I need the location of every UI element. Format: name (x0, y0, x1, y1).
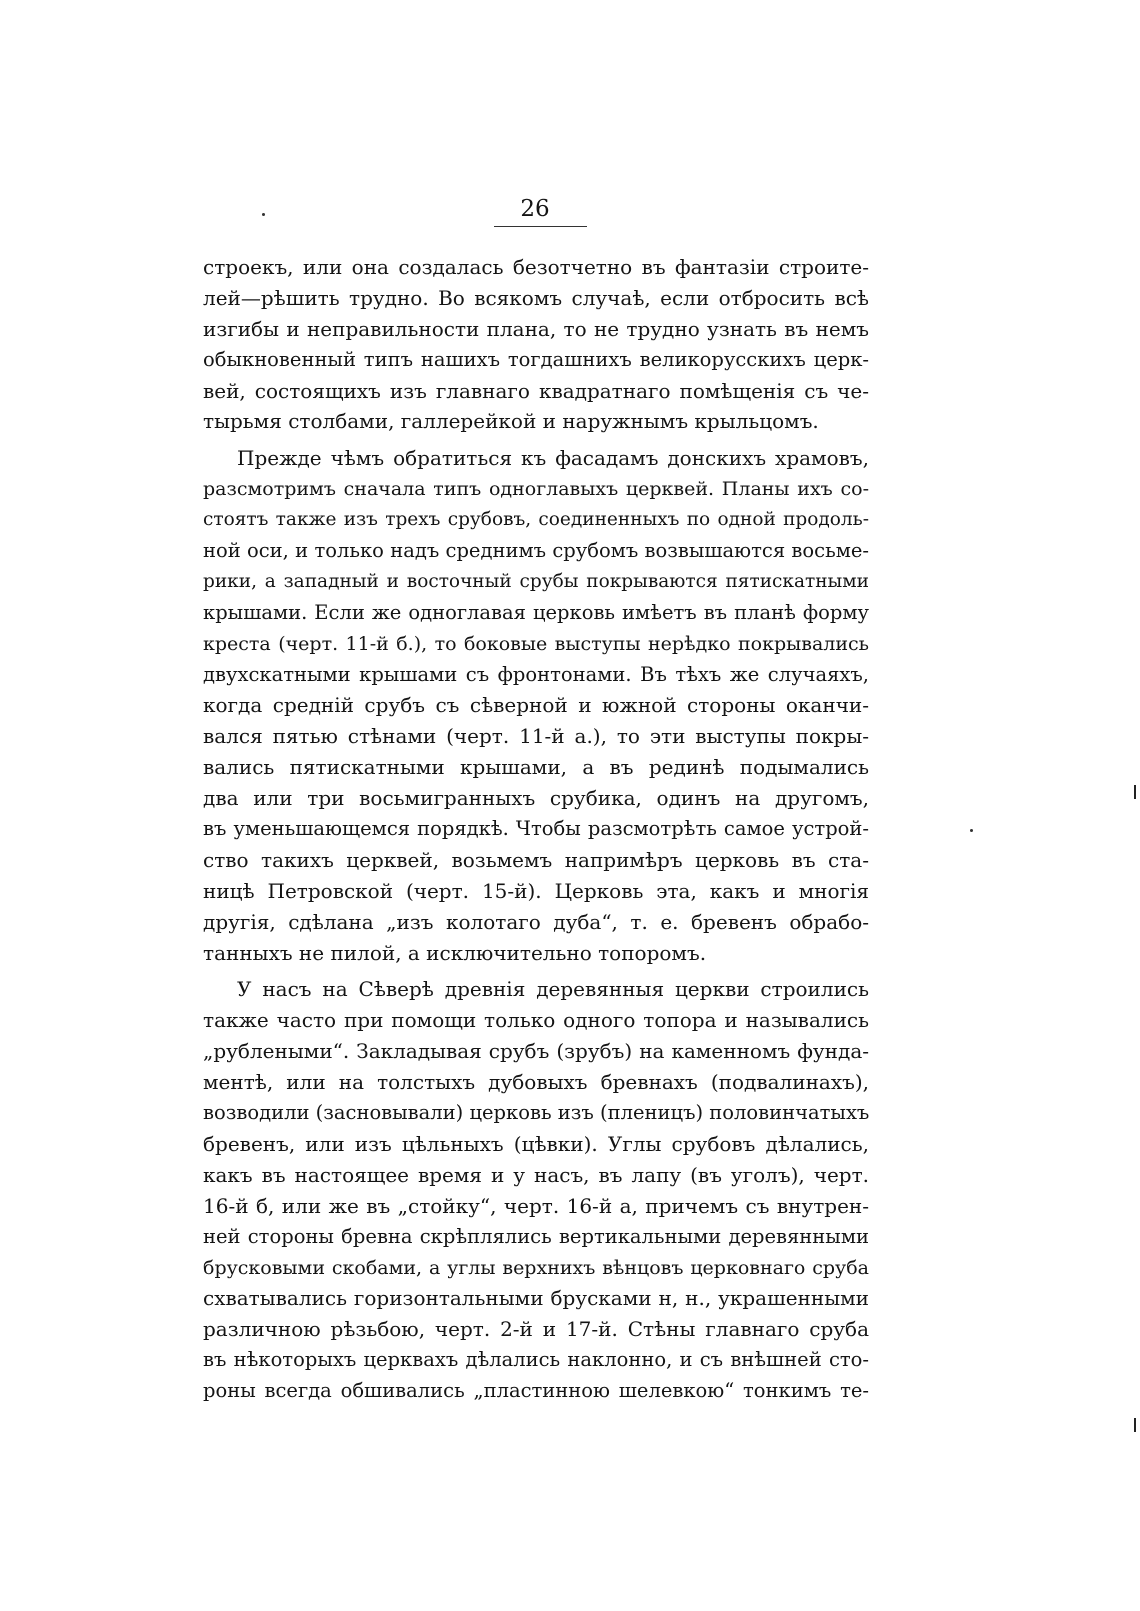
text-line: строекъ, или она создалась безотчетно въ фантазіи строите- (203, 255, 869, 279)
text-line: изгибы и неправильности плана, то не трудно узнать въ немъ (203, 316, 869, 341)
text-line: тырьмя столбами, галлерейкой и наружнымъ крыльцомъ. (203, 409, 819, 434)
text-line: лей—рѣшить трудно. Во всякомъ случаѣ, если отбросить всѣ (203, 285, 869, 310)
text-line: разсмотримъ сначала типъ одноглавыхъ церквей. Планы ихъ со- (203, 478, 869, 501)
text-line: ницѣ Петровской (черт. 15-й). Церковь эта, какъ и многія (203, 878, 869, 903)
text-line: вей, состоящихъ изъ главнаго квадратнаго помѣщенія съ че- (203, 378, 869, 403)
text-line: другія, сдѣлана „изъ колотаго дуба“, т. е. бревенъ обрабо- (203, 909, 869, 934)
text-line: Прежде чѣмъ обратиться къ фасадамъ донскихъ храмовъ, (237, 446, 869, 471)
text-line: въ нѣкоторыхъ церквахъ дѣлались наклонно, и съ внѣшней сто- (203, 1348, 869, 1372)
print-speck (262, 213, 265, 216)
print-speck (970, 829, 973, 832)
edge-mark (1134, 1418, 1136, 1432)
text-line: роны всегда обшивались „пластинною шелевкою“ тонкимъ те- (203, 1379, 869, 1403)
text-line: какъ въ настоящее время и у насъ, въ лапу (въ уголъ), черт. (203, 1162, 869, 1187)
text-line: брусковыми скобами, а углы верхнихъ вѣнцовъ церковнаго сруба (203, 1256, 869, 1279)
text-line: рики, а западный и восточный срубы покрываются пятискатными (203, 570, 869, 592)
text-line: ство такихъ церквей, возьмемъ напримѣръ церковь въ ста- (203, 847, 869, 872)
text-line: обыкновенный типъ нашихъ тогдашнихъ великорусскихъ церк- (203, 347, 869, 371)
text-line: различною рѣзьбою, черт. 2-й и 17-й. Стѣны главнаго сруба (203, 1317, 869, 1342)
text-line: крышами. Если же одноглавая церковь имѣетъ въ планѣ форму (203, 600, 869, 624)
text-line: ной оси, и только надъ среднимъ срубомъ возвышаются восьме- (203, 539, 869, 563)
text-line: У насъ на Сѣверѣ древнія деревянныя церкви строились (237, 977, 869, 1002)
text-line: схватывались горизонтальными брусками н, н., украшенными (203, 1286, 869, 1311)
page-number: 26 (520, 196, 550, 222)
text-line: вался пятью стѣнами (черт. 11-й а.), то эти выступы покры- (203, 724, 869, 749)
text-line: два или три восьмигранныхъ срубика, одинъ на другомъ, (203, 786, 869, 811)
text-line: бревенъ, или изъ цѣльныхъ (цѣвки). Углы срубовъ дѣлались, (203, 1131, 869, 1156)
text-line: вались пятискатными крышами, а въ рединѣ подымались (203, 755, 869, 780)
text-line: 16-й б, или же въ „стойку“, черт. 16-й а, причемъ съ внутрен- (203, 1193, 869, 1218)
text-line: ней стороны бревна скрѣплялись вертикальными деревянными (203, 1224, 869, 1248)
text-line: креста (черт. 11-й б.), то боковые выступы нерѣдко покрывались (203, 632, 869, 655)
text-line: возводили (засновывали) церковь изъ (пленицъ) половинчатыхъ (203, 1101, 870, 1125)
text-line: „рублеными“. Закладывая срубъ (зрубъ) на каменномъ фунда- (203, 1039, 869, 1064)
text-line: двухскатными крышами съ фронтонами. Въ тѣхъ же случаяхъ, (203, 662, 869, 686)
text-line: въ уменьшающемся порядкѣ. Чтобы разсмотрѣть самое устрой- (203, 817, 869, 841)
body-text (203, 252, 869, 1407)
text-line: также часто при помощи только одного топора и назывались (203, 1008, 869, 1033)
text-line: танныхъ не пилой, а исключительно топоромъ. (203, 940, 707, 965)
text-line: когда средній срубъ съ сѣверной и южной стороны оканчи- (203, 693, 869, 718)
text-line: стоятъ также изъ трехъ срубовъ, соединенныхъ по одной продоль- (203, 509, 869, 531)
page-number-rule (494, 226, 587, 227)
edge-mark (1134, 785, 1136, 799)
text-line: ментѣ, или на толстыхъ дубовыхъ бревнахъ (подвалинахъ), (203, 1070, 869, 1095)
